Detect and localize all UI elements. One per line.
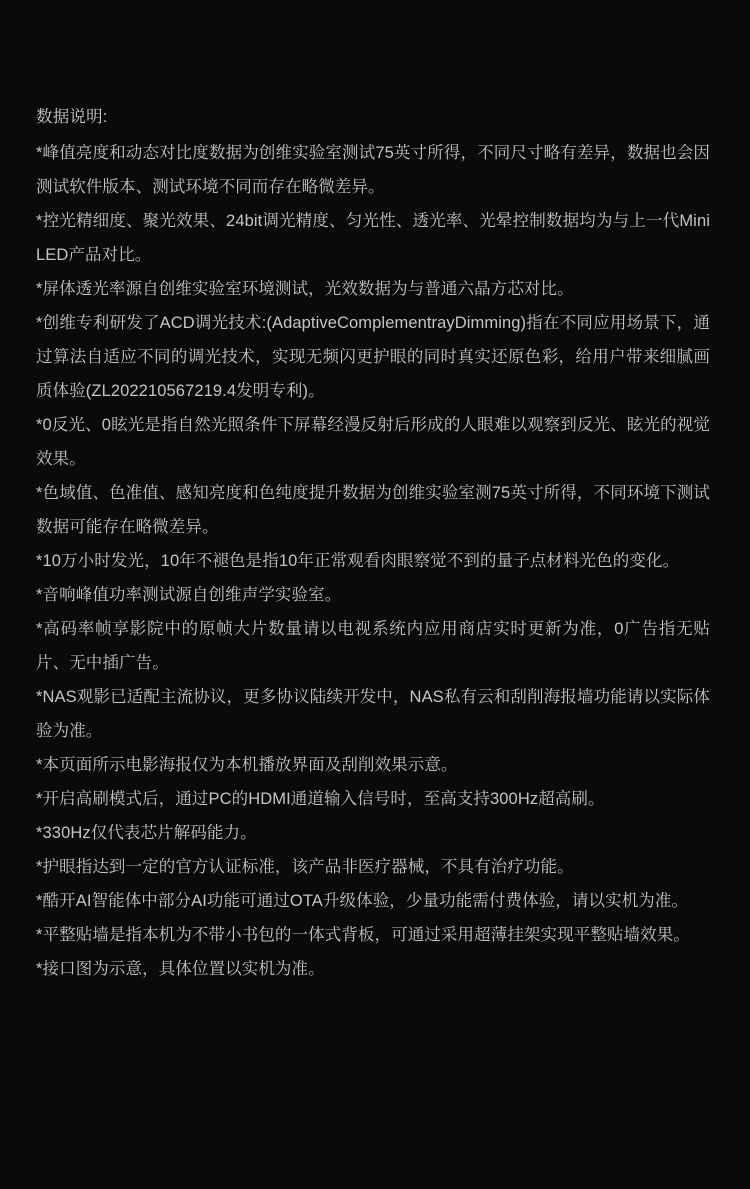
list-item: *峰值亮度和动态对比度数据为创维实验室测试75英寸所得，不同尺寸略有差异，数据也会因测试软件版本、测试环境不同而存在略微差异。	[36, 144, 710, 196]
list-item: *酷开AI智能体中部分AI功能可通过OTA升级体验，少量功能需付费体验，请以实机为准。	[36, 892, 689, 910]
list-item: *护眼指达到一定的官方认证标准，该产品非医疗器械，不具有治疗功能。	[36, 858, 574, 876]
list-item: *开启高刷模式后，通过PC的HDMI通道输入信号时，至高支持300Hz超高刷。	[36, 790, 605, 808]
list-item: *平整贴墙是指本机为不带小书包的一体式背板，可通过采用超薄挂架实现平整贴墙效果。	[36, 926, 690, 944]
list-item: *色域值、色准值、感知亮度和色纯度提升数据为创维实验室测75英寸所得，不同环境下测试数据可能存在略微差异。	[36, 484, 710, 536]
page-title: 数据说明:	[36, 108, 108, 126]
list-item: *音响峰值功率测试源自创维声学实验室。	[36, 586, 342, 604]
list-item: *高码率帧享影院中的原帧大片数量请以电视系统内应用商店实时更新为准，0广告指无贴片、无中插广告。	[36, 620, 710, 672]
list-item: *控光精细度、聚光效果、24bit调光精度、匀光性、透光率、光晕控制数据均为与上一代Mini LED产品对比。	[36, 212, 710, 264]
list-item: *接口图为示意，具体位置以实机为准。	[36, 960, 325, 978]
list-item: *0反光、0眩光是指自然光照条件下屏幕经漫反射后形成的人眼难以观察到反光、眩光的视觉效果。	[36, 416, 710, 468]
list-item: *NAS观影已适配主流协议，更多协议陆续开发中，NAS私有云和刮削海报墙功能请以实际体验为准。	[36, 688, 710, 740]
list-item: *屏体透光率源自创维实验室环境测试，光效数据为与普通六晶方芯对比。	[36, 280, 574, 298]
list-item: *10万小时发光，10年不褪色是指10年正常观看肉眼察觉不到的量子点材料光色的变化。	[36, 552, 680, 570]
list-item: *本页面所示电影海报仅为本机播放界面及刮削效果示意。	[36, 756, 458, 774]
list-item: *创维专利研发了ACD调光技术:(AdaptiveComplementrayDimming)指在不同应用场景下，通过算法自适应不同的调光技术，实现无频闪更护眼的同时真实还原色彩，给用户带来细腻画质体验(ZL202210567219.4发明专利)。	[36, 314, 710, 400]
disclaimer-notes-list	[36, 136, 710, 986]
list-item: *330Hz仅代表芯片解码能力。	[36, 824, 257, 842]
